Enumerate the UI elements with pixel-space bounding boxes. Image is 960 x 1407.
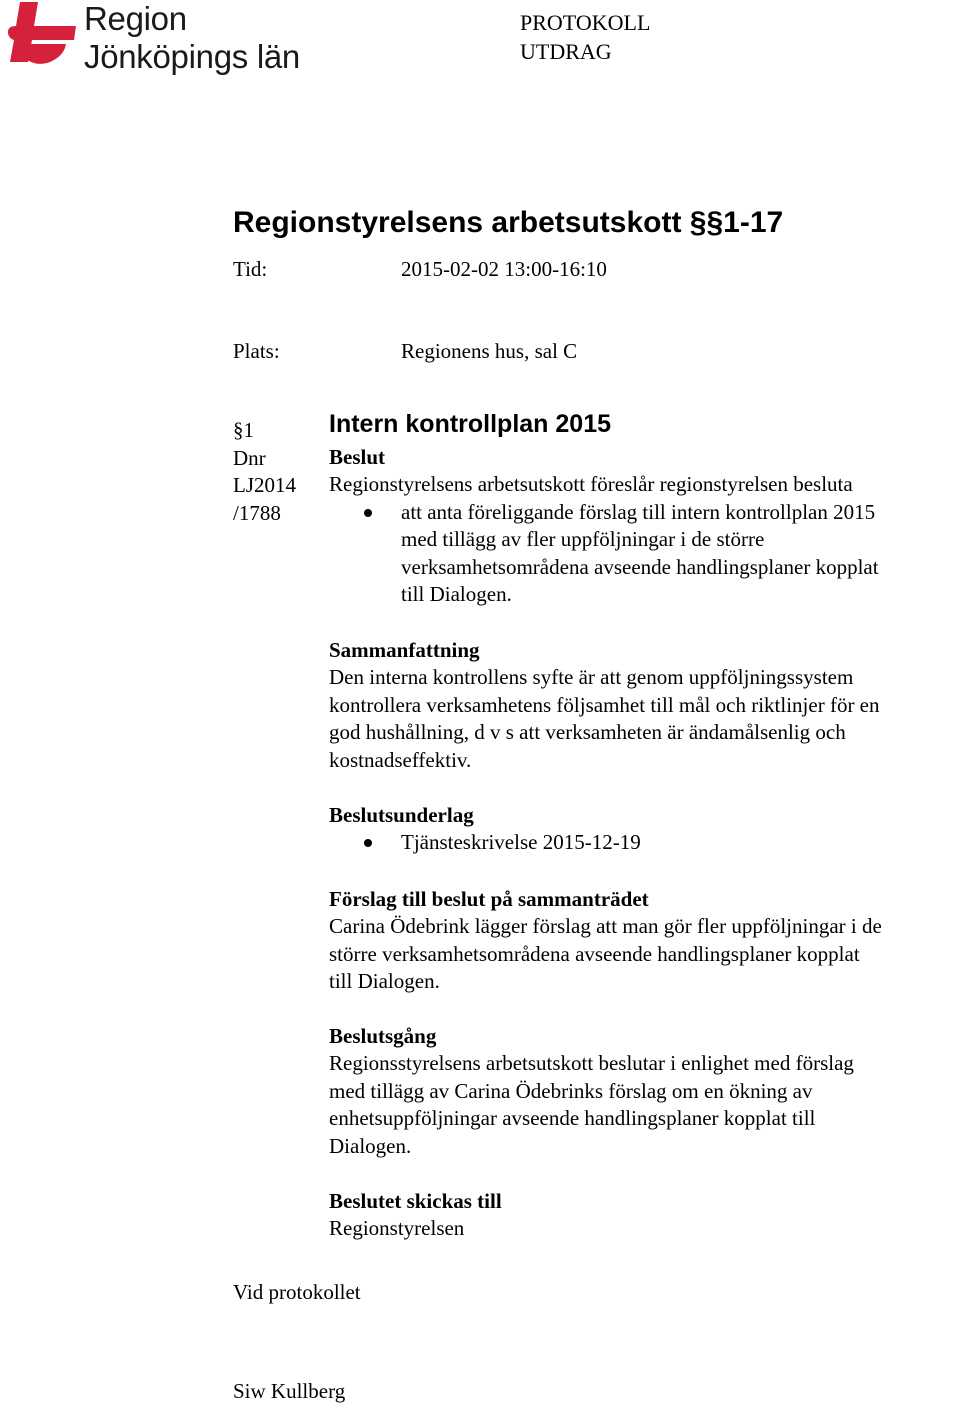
process-line: med tillägg av Carina Ödebrinks förslag om en ökning av — [329, 1078, 813, 1103]
region-logo — [6, 0, 306, 80]
summary-heading: Sammanfattning — [329, 638, 480, 662]
summary-line: kontrollera verksamhetens följsamhet till mål och riktlinjer för en — [329, 692, 880, 717]
proposal-heading: Förslag till beslut på sammanträdet — [329, 887, 649, 911]
proposal-section — [329, 886, 959, 996]
process-line: Dialogen. — [329, 1133, 412, 1158]
summary-line: god hushållning, d v s att verksamheten är ändamålsenlig och — [329, 720, 846, 745]
signatory-name: Siw Kullberg — [233, 1379, 346, 1403]
basis-bullet-text: Tjänsteskrivelse 2015-12-19 — [401, 830, 641, 855]
decision-bullet-line: verksamhetsområdena avseende handlingsplaner kopplat — [401, 554, 879, 579]
process-line: enhetsuppföljningar avseende handlingsplaner kopplat till — [329, 1106, 816, 1131]
paragraph-number: §1 — [233, 418, 254, 442]
bullet-icon — [364, 839, 372, 847]
process-line: Regionsstyrelsens arbetsutskott beslutar i enlighet med förslag — [329, 1051, 854, 1076]
dnr-label: Dnr — [233, 446, 266, 470]
place-label: Plats: — [233, 339, 280, 363]
document-type-line-2: UTDRAG — [520, 39, 612, 64]
decision-section — [329, 444, 959, 608]
decision-intro: Regionstyrelsens arbetsutskott föreslår regionstyrelsen besluta — [329, 472, 853, 497]
proposal-line: Carina Ödebrink lägger förslag att man gör fler uppföljningar i de — [329, 914, 882, 939]
basis-heading: Beslutsunderlag — [329, 803, 474, 827]
logo-line-1: Region — [84, 0, 187, 37]
proposal-line: till Dialogen. — [329, 969, 440, 994]
time-label: Tid: — [233, 257, 268, 281]
sent-to-recipient: Regionstyrelsen — [329, 1216, 465, 1241]
summary-line: Den interna kontrollens syfte är att genom uppföljningssystem — [329, 665, 854, 690]
dnr-number-line-2: /1788 — [233, 501, 281, 525]
sent-to-section — [329, 1188, 959, 1243]
document-type-line-1: PROTOKOLL — [520, 10, 651, 35]
basis-bullet — [329, 829, 959, 856]
process-heading: Beslutsgång — [329, 1024, 437, 1048]
proposal-line: större verksamhetsområdena avseende handlingsplaner kopplat — [329, 941, 860, 966]
document-type — [520, 8, 650, 66]
process-section — [329, 1023, 959, 1160]
bullet-icon — [364, 509, 372, 517]
summary-section — [329, 637, 959, 774]
dnr-number-line-1: LJ2014 — [233, 473, 296, 497]
decision-bullet — [329, 499, 959, 609]
item-title: Intern kontrollplan 2015 — [329, 410, 612, 438]
decision-bullet-line: att anta föreliggande förslag till intern kontrollplan 2015 — [401, 499, 876, 524]
decision-bullet-line: till Dialogen. — [401, 582, 512, 607]
decision-bullet-line: med tillägg av fler uppföljningar i de större — [401, 527, 765, 552]
region-logo-mark-icon — [6, 0, 80, 74]
summary-line: kostnadseffektiv. — [329, 747, 472, 772]
protocol-label: Vid protokollet — [233, 1280, 361, 1304]
place-value: Regionens hus, sal C — [401, 339, 578, 363]
logo-line-2: Jönköpings län — [84, 38, 300, 75]
sent-to-heading: Beslutet skickas till — [329, 1189, 502, 1213]
meeting-title: Regionstyrelsens arbetsutskott §§1-17 — [233, 206, 784, 239]
basis-section — [329, 802, 959, 857]
decision-heading: Beslut — [329, 445, 386, 469]
time-value: 2015-02-02 13:00-16:10 — [401, 257, 607, 281]
